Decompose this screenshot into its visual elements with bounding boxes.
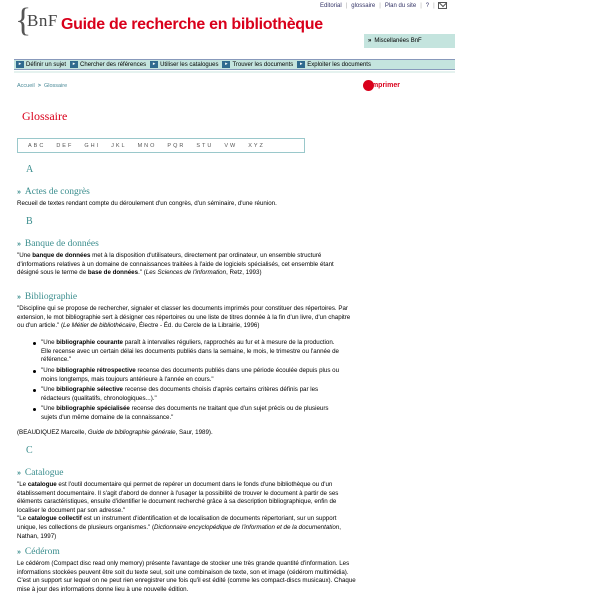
text-bold: base de données [87,269,139,277]
separator: | [379,2,381,9]
print-label: Imprimer [370,82,400,89]
entry-def-banque [17,252,357,278]
entry-title-text: Catalogue [24,468,64,478]
text-part: "Une [41,339,57,346]
nav-chercher-references[interactable] [68,61,148,68]
nav-label: Utiliser les catalogues [160,61,219,68]
page-title: Glossaire [22,109,68,123]
section-letter-a: A [26,164,34,175]
alpha-link-stu[interactable]: STU [196,142,214,149]
text-part: recense des documents choisis d'après certains critères définis par les rédacteurs (qualitatifs, chronologiques...)." [41,386,319,402]
text-bold: bibliographie sélective [56,386,123,393]
text-part: "Discipline qui se propose de rechercher, signaler et classer les documents imprimés pour constituer des répertoires. Par extension, le mot bibliographie sert à désigner ces répertoires ou une liste de titres donnée à la fin d'un livre, d'un chapitre ou d'un article." ( [17,305,351,330]
double-chevron-icon: » [17,240,21,248]
nav-label: Exploiter les documents [307,61,371,68]
text-part: "Le [17,481,28,488]
miscellanees-link[interactable] [364,34,455,48]
list-item [41,386,341,403]
alphabet-index [17,138,305,153]
nav-utiliser-catalogues[interactable] [148,61,220,68]
entry-title-banque [17,239,99,249]
text-part: met à la disposition d'utilisateurs, directement par ordinateur, un ensemble structuré d'informations relatives à un domaine de connaissances traitées à l'aide de logiciels spécialisés, cet ensemble étant désigné sous le terme de [17,252,334,277]
entry-title-actes [17,187,90,197]
nav-label: Définir un sujet [26,61,67,68]
bullet-icon [33,389,36,392]
separator: | [345,2,348,9]
text-bold: catalogue collectif [27,515,82,523]
separator: | [420,2,422,9]
main-nav [14,59,455,70]
bnf-logo[interactable]: BnF [27,11,58,30]
double-chevron-icon: » [17,548,21,556]
text-bold: catalogue [27,481,57,488]
text-part: est un instrument d'identification et de localisation de documents répertoriant, sur un support unique, les collections de plusieurs organismes." ( [17,515,337,531]
text-part: "Une [41,367,57,374]
nav-exploiter-documents[interactable] [295,61,373,68]
text-italic: Les Sciences de l'information [145,269,227,277]
alpha-link-jkl[interactable]: JKL [111,142,127,149]
text-bold: bibliographie spécialisée [56,405,130,412]
text-part: "Une [17,252,33,259]
double-chevron-icon: » [17,293,21,301]
miscellanees-label: Miscellanées BnF [374,38,422,44]
site-map-link[interactable]: Plan du site [384,2,417,9]
entry-def-catalogue [17,481,357,541]
list-item [41,339,341,365]
alpha-link-pqr[interactable]: PQR [167,142,186,149]
text-part: est l'outil documentaire qui permet de repérer un document dans le fonds d'une bibliothèque ou d'un établissement documentaire. Il s'agit d'abord de donner à l'usager la possibilité de trouver le document à partir de ses éléments caractéristiques, ensuite d'identifier le document recherché grâce à sa description bibliographique, enfin de localiser le document par son adresse." [17,481,339,514]
text-part: , Saur, 1989). [175,429,213,436]
entry-title-catalogue [17,468,63,478]
list-item [41,367,341,384]
nav-definir-sujet[interactable] [14,61,68,68]
help-link[interactable]: ? [425,2,430,9]
alpha-link-ghi[interactable]: GHI [84,142,101,149]
text-part: , Nathan, 1997) [17,523,341,540]
site-title[interactable]: Guide de recherche en bibliothèque [61,16,323,33]
bullet-icon [33,342,36,345]
nav-label: Chercher des références [80,61,147,68]
arrow-right-icon: ▸ [297,61,305,68]
alpha-link-mno[interactable]: MNO [137,142,157,149]
arrow-right-icon: ▸ [70,61,78,68]
text-bold: bibliographie courante [56,339,123,346]
entry-title-text: Actes de congrès [24,187,90,197]
text-part: "Une [41,405,57,412]
alpha-link-xyz[interactable]: XYZ [248,142,265,149]
entry-def-cederom: Le cédérom (Compact disc read only memory) présente l'avantage de stocker une très grande quantité d'information. Les informations stockées peuvent être soit du texte seul, soit une combinaison de texte, son et image (cédérom multimédia). C'est un support sur lequel on ne peut rien enregistrer une fois qu'il est édité (comme les compact-discs musicaux). Chaque mise à jour des informations donne lieu à une nouvelle édition. [17,560,356,593]
text-part: , Électre - Éd. du Cercle de la Librairie, 1996) [135,322,260,330]
text-part: recense des documents publiés dans une période écoulée depuis plus ou moins longtemps, mais toujours antérieure à l'année en cours." [41,367,340,383]
double-chevron-icon: » [17,188,21,196]
section-letter-c: C [26,445,33,456]
chevron-right-icon: > [37,83,41,89]
text-part: ." ( [138,269,146,277]
editorial-link[interactable]: Editorial [320,2,342,9]
print-button[interactable] [363,80,400,91]
entry-title-biblio [17,292,77,302]
text-part: "Le [17,515,28,523]
entry-def-biblio [17,305,357,331]
entry-title-text: Cédérom [24,547,60,557]
alpha-link-def[interactable]: DEF [56,142,74,149]
double-chevron-icon: » [368,38,372,44]
text-part: paraît à intervalles réguliers, rapprochés au fur et à mesure de la production. Elle recense avec un certain délai les documents publiés dans la semaine, le mois, le trimestre ou l'année de référence." [41,339,340,364]
text-part: "Une [41,386,57,393]
nav-shadow [14,71,455,73]
list-item [41,405,341,422]
entry-title-cederom [17,547,60,557]
text-part: recense des documents ne traitant que d'un sujet précis ou de plusieurs sujets d'un même domaine de la connaissance." [41,405,329,421]
text-italic: Dictionnaire encyclopédique de l'information et de la documentation [154,523,340,531]
text-part: , Retz, 1993) [226,269,262,277]
text-part: (BEAUDIQUEZ Marcelle, [17,429,88,436]
entry-title-text: Banque de données [24,239,99,249]
entry-def-actes: Recueil de textes rendant compte du déroulement d'un congrès, d'un séminaire, d'une réunion. [17,200,277,207]
glossaire-link[interactable]: glossaire [351,2,376,9]
section-letter-b: B [26,216,33,227]
text-italic: Le Métier de bibliothécaire [63,322,136,330]
bullet-icon [33,370,36,373]
alpha-link-vw[interactable]: VW [224,142,238,149]
mail-icon[interactable] [438,2,447,9]
bullet-icon [33,408,36,411]
text-italic: Guide de bibliographie générale [87,429,176,436]
text-bold: banque de données [32,252,91,259]
top-links [316,2,447,9]
text-bold: bibliographie rétrospective [56,367,136,374]
breadcrumb [17,83,67,89]
alpha-link-abc[interactable]: ABC [28,142,46,149]
entry-source-biblio [17,429,357,438]
nav-label: Trouver les documents [232,61,294,68]
arrow-right-icon: ▸ [222,61,230,68]
nav-trouver-documents[interactable] [220,61,295,68]
arrow-right-icon: ▸ [150,61,158,68]
entry-title-text: Bibliographie [24,292,78,302]
bnf-logo-brace: { [15,2,32,39]
double-chevron-icon: » [17,469,21,477]
separator: | [433,2,435,9]
breadcrumb-home[interactable]: Accueil [17,83,35,89]
breadcrumb-current: Glossaire [43,83,68,89]
arrow-right-icon: ▸ [16,61,24,68]
